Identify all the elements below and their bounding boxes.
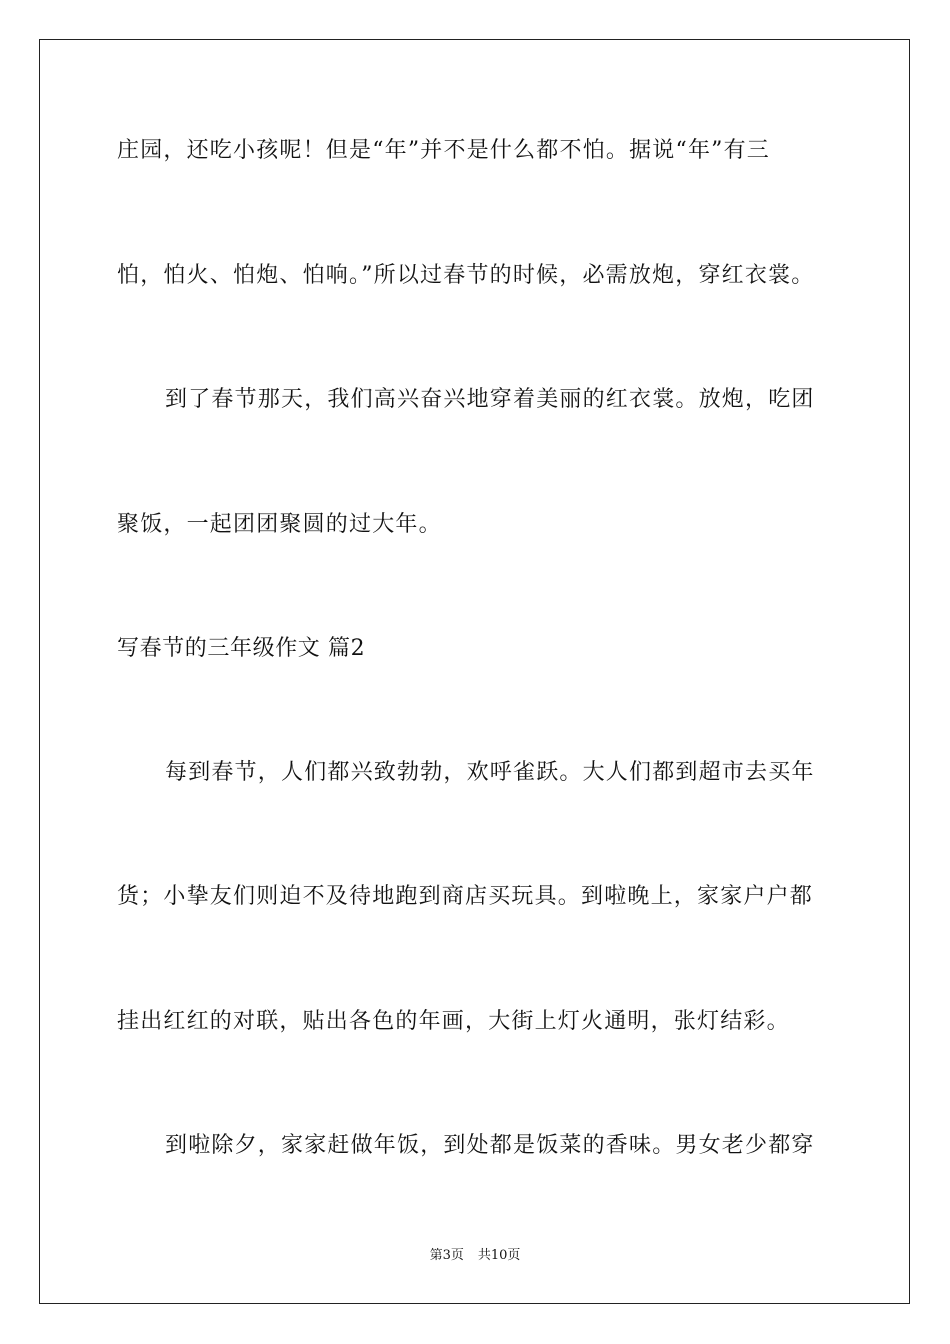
section-heading: 写春节的三年级作文 篇2 [117, 636, 366, 661]
paragraph-line: 庄园，还吃小孩呢！但是“年”并不是什么都不怕。据说“年”有三 [117, 138, 770, 163]
paragraph-line: 挂出红红的对联，贴出各色的年画，大街上灯火通明，张灯结彩。 [117, 1009, 790, 1034]
paragraph-line: 到啦除夕，家家赶做年饭，到处都是饭菜的香味。男女老少都穿 [165, 1133, 815, 1158]
paragraph-line: 怕，怕火、怕炮、怕响。”所以过春节的时候，必需放炮，穿红衣裳。 [117, 263, 815, 288]
page-footer [0, 1247, 950, 1265]
total-page-count: 共10页 [477, 1248, 521, 1263]
paragraph-line: 到了春节那天，我们高兴奋兴地穿着美丽的红衣裳。放炮，吃团 [165, 387, 815, 412]
current-page-number: 第3页 [429, 1248, 464, 1263]
paragraph-line: 货；小挚友们则迫不及待地跑到商店买玩具。到啦晚上，家家户户都 [117, 884, 814, 909]
paragraph-line: 聚饭，一起团团聚圆的过大年。 [117, 512, 442, 537]
page-frame [39, 39, 910, 1304]
paragraph-line: 每到春节，人们都兴致勃勃，欢呼雀跃。大人们都到超市去买年 [165, 760, 815, 785]
